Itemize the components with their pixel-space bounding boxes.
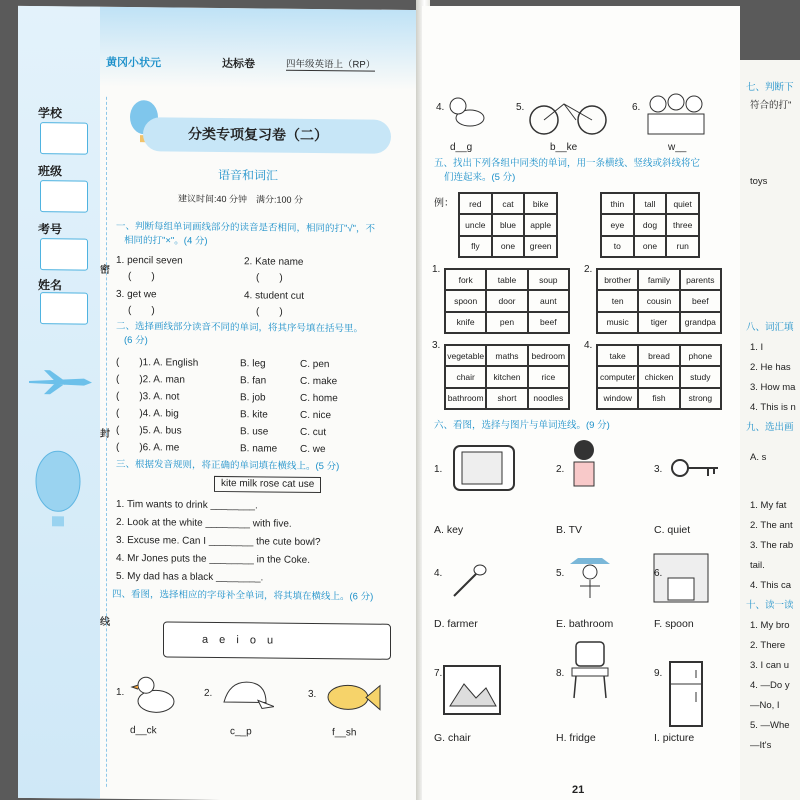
word-option[interactable]: H. fridge xyxy=(556,732,596,744)
section-heading: 二、选择画线部分读音不同的单词，将其序号填在括号里。 xyxy=(116,320,364,335)
word-grid xyxy=(458,192,558,258)
word-option[interactable]: F. spoon xyxy=(654,618,694,630)
choice-question[interactable]: ( )5. A. bus xyxy=(116,424,182,437)
class-field[interactable] xyxy=(40,180,88,213)
time-note: 建议时间:40 分钟 满分:100 分 xyxy=(178,193,304,205)
section-heading: 五、找出下列各组中同类的单词，用一条横线、竖线或斜线将它 xyxy=(434,158,701,169)
question-item: 1. pencil seven xyxy=(116,254,183,267)
word-option[interactable]: A. key xyxy=(434,524,464,536)
choice-option: C. make xyxy=(300,375,338,388)
grid-cell[interactable]: bread xyxy=(638,345,679,366)
choice-option: C. we xyxy=(300,443,326,456)
grid-cell[interactable]: kitchen xyxy=(486,366,527,387)
grid-number: 2. xyxy=(584,264,593,275)
grid-cell[interactable]: bike xyxy=(524,193,557,214)
partial-line: 符合的打" xyxy=(750,100,792,111)
grid-cell[interactable]: maths xyxy=(486,345,527,366)
partial-line: 2. There xyxy=(750,640,786,651)
grid-cell[interactable]: rice xyxy=(528,366,569,387)
grid-cell[interactable]: knife xyxy=(445,312,486,333)
word-option[interactable]: E. bathroom xyxy=(556,618,614,630)
partial-line: 4. This is n xyxy=(750,402,796,413)
page-title: 分类专项复习卷（二） xyxy=(188,125,328,144)
grid-cell[interactable]: uncle xyxy=(459,214,492,235)
tv-icon xyxy=(450,442,520,498)
grid-cell[interactable]: pen xyxy=(486,312,527,333)
grid-cell[interactable]: beef xyxy=(680,290,721,311)
grid-cell[interactable]: phone xyxy=(680,345,721,366)
word-grid xyxy=(444,344,570,410)
choice-option: B. kite xyxy=(240,409,268,421)
grid-cell[interactable]: fish xyxy=(638,388,679,409)
item-number: 4. xyxy=(434,568,443,579)
fill-sentence[interactable]: 4. Mr Jones puts the ________ in the Coke. xyxy=(116,552,311,566)
grid-cell[interactable]: blue xyxy=(492,214,525,235)
picture-icon xyxy=(440,662,506,720)
partial-line: 3. I can u xyxy=(750,660,790,671)
partial-line: tail. xyxy=(750,560,765,571)
partial-line: 3. The rab xyxy=(750,540,794,551)
grid-number: 3. xyxy=(432,340,441,351)
spoon-icon xyxy=(450,562,490,598)
partial-line: toys xyxy=(750,176,768,187)
partial-line: 1. I xyxy=(750,342,764,353)
people-icon xyxy=(644,92,708,136)
grid-cell[interactable]: eye xyxy=(601,214,634,235)
partial-line: 1. My bro xyxy=(750,620,790,631)
answer-paren[interactable]: ( ) xyxy=(256,272,283,284)
grid-cell[interactable]: one xyxy=(634,236,667,257)
grid-cell[interactable]: one xyxy=(492,236,525,257)
cap-icon xyxy=(218,676,274,713)
chair-icon xyxy=(568,638,612,702)
grid-cell[interactable]: vegetable xyxy=(445,345,486,366)
word-box: kite milk rose cat use xyxy=(214,476,321,493)
grid-number: 1. xyxy=(432,264,441,275)
partial-line: 十、读一读 xyxy=(746,600,794,611)
page-subtitle: 语音和词汇 xyxy=(218,167,279,183)
bike-icon xyxy=(526,96,612,136)
grid-cell[interactable]: ten xyxy=(597,290,638,311)
fill-word[interactable]: d__g xyxy=(450,142,473,153)
grade-label: 四年级英语上（RP） xyxy=(286,58,376,71)
partial-line: 4. This ca xyxy=(750,580,792,591)
grid-cell[interactable]: cousin xyxy=(638,290,679,311)
question-item: 4. student cut xyxy=(244,290,305,302)
letter-options: a e i o u xyxy=(202,633,278,647)
grid-cell[interactable]: bathroom xyxy=(445,388,486,409)
word-option[interactable]: D. farmer xyxy=(434,618,478,630)
item-number: 6. xyxy=(654,568,663,579)
fill-word[interactable]: c__p xyxy=(230,726,252,738)
section-heading: 四、看图，选择相应的字母补全单词，将其填在横线上。(6 分) xyxy=(112,588,374,603)
left-page xyxy=(18,6,422,800)
choice-option: B. use xyxy=(240,426,269,438)
section-heading: 相同的打"×"。(4 分) xyxy=(124,234,208,247)
fill-sentence[interactable]: 5. My dad has a black ________. xyxy=(116,570,264,584)
fill-sentence[interactable]: 3. Excuse me. Can I ________ the cute bowl? xyxy=(116,534,321,549)
farmer-icon xyxy=(562,552,618,608)
grid-cell[interactable]: fly xyxy=(459,236,492,257)
grid-cell[interactable]: window xyxy=(597,388,638,409)
partial-line: 九、选出画 xyxy=(746,422,794,433)
choice-option: C. pen xyxy=(300,358,330,371)
sidebar xyxy=(18,6,100,799)
grid-cell[interactable]: brother xyxy=(597,269,638,290)
fill-sentence[interactable]: 2. Look at the white ________ with five. xyxy=(116,516,292,530)
choice-option: B. job xyxy=(240,392,266,404)
choice-option: C. cut xyxy=(300,426,327,439)
example-label: 例： xyxy=(434,198,454,209)
grid-number: 4. xyxy=(584,340,593,351)
fill-word[interactable]: d__ck xyxy=(130,725,157,737)
choice-question[interactable]: ( )4. A. big xyxy=(116,407,179,420)
section-heading: 六、看图，选择与图片与单词连线。(9 分) xyxy=(434,420,610,431)
word-grid xyxy=(600,192,700,258)
page-number: 21 xyxy=(572,784,585,796)
section-score: (6 分) xyxy=(124,334,148,347)
partial-line: 2. He has xyxy=(750,362,791,373)
dog-icon xyxy=(446,92,490,132)
grid-cell[interactable]: chicken xyxy=(638,366,679,387)
answer-paren[interactable]: ( ) xyxy=(128,305,155,317)
grid-cell[interactable]: short xyxy=(486,388,527,409)
duck-icon xyxy=(130,669,178,718)
seal-char: 密 xyxy=(100,264,110,276)
grid-cell[interactable]: chair xyxy=(445,366,486,387)
item-number: 3. xyxy=(654,464,663,475)
section-heading: 三、根据发音规则，将正确的单词填在横线上。(5 分) xyxy=(116,458,340,473)
partial-line: 5. —Whe xyxy=(750,720,790,731)
grid-cell[interactable]: green xyxy=(524,236,557,257)
grid-cell[interactable]: bedroom xyxy=(528,345,569,366)
partial-line: A. s xyxy=(750,452,767,463)
partial-line: 2. The ant xyxy=(750,520,793,531)
choice-option: C. home xyxy=(300,392,338,405)
partial-line: 4. —Do y xyxy=(750,680,790,691)
grid-cell[interactable]: run xyxy=(666,236,699,257)
choice-option: C. nice xyxy=(300,409,332,422)
section-heading: 一、判断每组单词画线部分的读音是否相同，相同的打"√"，不 xyxy=(116,220,375,235)
fill-word[interactable]: w__ xyxy=(668,142,687,153)
item-number: 9. xyxy=(654,668,663,679)
item-number: 3. xyxy=(308,688,317,701)
partial-line: —It's xyxy=(750,740,772,751)
word-option[interactable]: B. TV xyxy=(556,524,583,536)
grid-cell[interactable]: tiger xyxy=(638,312,679,333)
grid-cell[interactable]: door xyxy=(486,290,527,311)
grid-cell[interactable]: spoon xyxy=(445,290,486,311)
class-label: 班级 xyxy=(38,164,63,179)
item-number: 7. xyxy=(434,668,443,679)
answer-paren[interactable]: ( ) xyxy=(256,306,283,318)
item-number: 5. xyxy=(556,568,565,579)
word-option[interactable]: G. chair xyxy=(434,732,471,744)
grid-cell[interactable]: study xyxy=(680,366,721,387)
grid-cell[interactable]: fork xyxy=(445,269,486,290)
key-icon xyxy=(670,454,722,484)
grid-cell[interactable]: apple xyxy=(524,214,557,235)
choice-question[interactable]: ( )2. A. man xyxy=(116,373,185,386)
girl-icon xyxy=(566,438,602,502)
item-number: 8. xyxy=(556,668,565,679)
grid-cell[interactable]: parents xyxy=(680,269,721,290)
answer-paren[interactable]: ( ) xyxy=(128,271,155,283)
grid-cell[interactable]: thin xyxy=(601,193,634,214)
choice-question[interactable]: ( )1. A. English xyxy=(116,356,199,369)
fish-icon xyxy=(322,677,382,718)
right-page: 4. d__g 5. b__ke 6. w__ 五、找出下列各组中同类的单词，用一条横线、竖线或斜线将它 们连起来。(5 分) 例： red cat bike uncle blue apple fly one green thin tall quiet eye dog three to one run 1. fork table soup spoon door aunt knife pen beef 2. brother family parents ten cousin beef music tiger grandpa 3. vegetable maths bedroom chair kitchen rice bathroom short noodles 4. take bread phone computer chicken study window fish strong 六、看图，选择与图片与单词连线。(9 分) 1. 2. 3. 4. 5. 6. 7. 8. 9. A. key B. TV C. quiet D. farmer E. bathroom F. spoon G. chair H. fridge I. picture 21 xyxy=(422,6,740,800)
word-grid xyxy=(444,268,570,334)
word-grid xyxy=(596,268,722,334)
balloon-icon xyxy=(28,446,88,537)
grid-cell[interactable]: take xyxy=(597,345,638,366)
item-number: 2. xyxy=(204,687,213,699)
grid-cell[interactable]: quiet xyxy=(666,193,699,214)
partial-line: 七、判断下 xyxy=(746,82,794,93)
section-heading: 们连起来。(5 分) xyxy=(444,172,516,183)
item-number: 1. xyxy=(434,464,443,475)
airplane-icon xyxy=(24,366,94,397)
fill-word[interactable]: b__ke xyxy=(550,142,578,153)
cut-line xyxy=(106,97,107,787)
series-label: 达标卷 xyxy=(222,58,255,71)
fill-sentence[interactable]: 1. Tim wants to drink ________. xyxy=(116,498,258,512)
fill-word[interactable]: f__sh xyxy=(332,727,357,739)
grid-cell[interactable]: strong xyxy=(680,388,721,409)
grid-cell[interactable]: to xyxy=(601,236,634,257)
grid-cell[interactable]: soup xyxy=(528,269,569,290)
grid-cell[interactable]: music xyxy=(597,312,638,333)
partial-line: 八、词汇填 xyxy=(746,322,794,333)
grid-cell[interactable]: beef xyxy=(528,312,569,333)
number-field[interactable] xyxy=(40,238,88,271)
school-label: 学校 xyxy=(38,106,63,121)
grid-cell[interactable]: cat xyxy=(492,193,525,214)
choice-question[interactable]: ( )6. A. me xyxy=(116,441,180,454)
grid-cell[interactable]: tall xyxy=(634,193,667,214)
question-item: 2. Kate name xyxy=(244,256,304,268)
name-label: 姓名 xyxy=(38,278,63,293)
grid-cell[interactable]: noodles xyxy=(528,388,569,409)
fridge-icon xyxy=(666,658,706,730)
grid-cell[interactable]: red xyxy=(459,193,492,214)
seal-char: 封 xyxy=(100,428,110,440)
word-option[interactable]: I. picture xyxy=(654,732,695,744)
choice-option: B. name xyxy=(240,443,278,455)
seal-char: 线 xyxy=(100,616,110,628)
next-page-edge xyxy=(740,60,800,800)
brand-logo: 黄冈小状元 xyxy=(106,56,161,70)
partial-line: 3. How ma xyxy=(750,382,796,393)
word-grid xyxy=(596,344,722,410)
grid-cell[interactable]: aunt xyxy=(528,290,569,311)
partial-line: —No, I xyxy=(750,700,780,711)
school-field[interactable] xyxy=(40,122,88,155)
grid-cell[interactable]: computer xyxy=(597,366,638,387)
item-number: 2. xyxy=(556,464,565,475)
word-option[interactable]: C. quiet xyxy=(654,524,691,536)
number-label: 考号 xyxy=(38,222,63,237)
choice-question[interactable]: ( )3. A. not xyxy=(116,390,180,403)
choice-option: B. fan xyxy=(240,375,267,387)
partial-line: 1. My fat xyxy=(750,500,787,511)
grid-cell[interactable]: family xyxy=(638,269,679,290)
question-item: 3. get we xyxy=(116,288,157,301)
choice-option: B. leg xyxy=(240,358,266,370)
item-number: 1. xyxy=(116,686,125,698)
grid-cell[interactable]: grandpa xyxy=(680,312,721,333)
grid-cell[interactable]: three xyxy=(666,214,699,235)
grid-cell[interactable]: dog xyxy=(634,214,667,235)
grid-cell[interactable]: table xyxy=(486,269,527,290)
name-field[interactable] xyxy=(40,292,88,325)
